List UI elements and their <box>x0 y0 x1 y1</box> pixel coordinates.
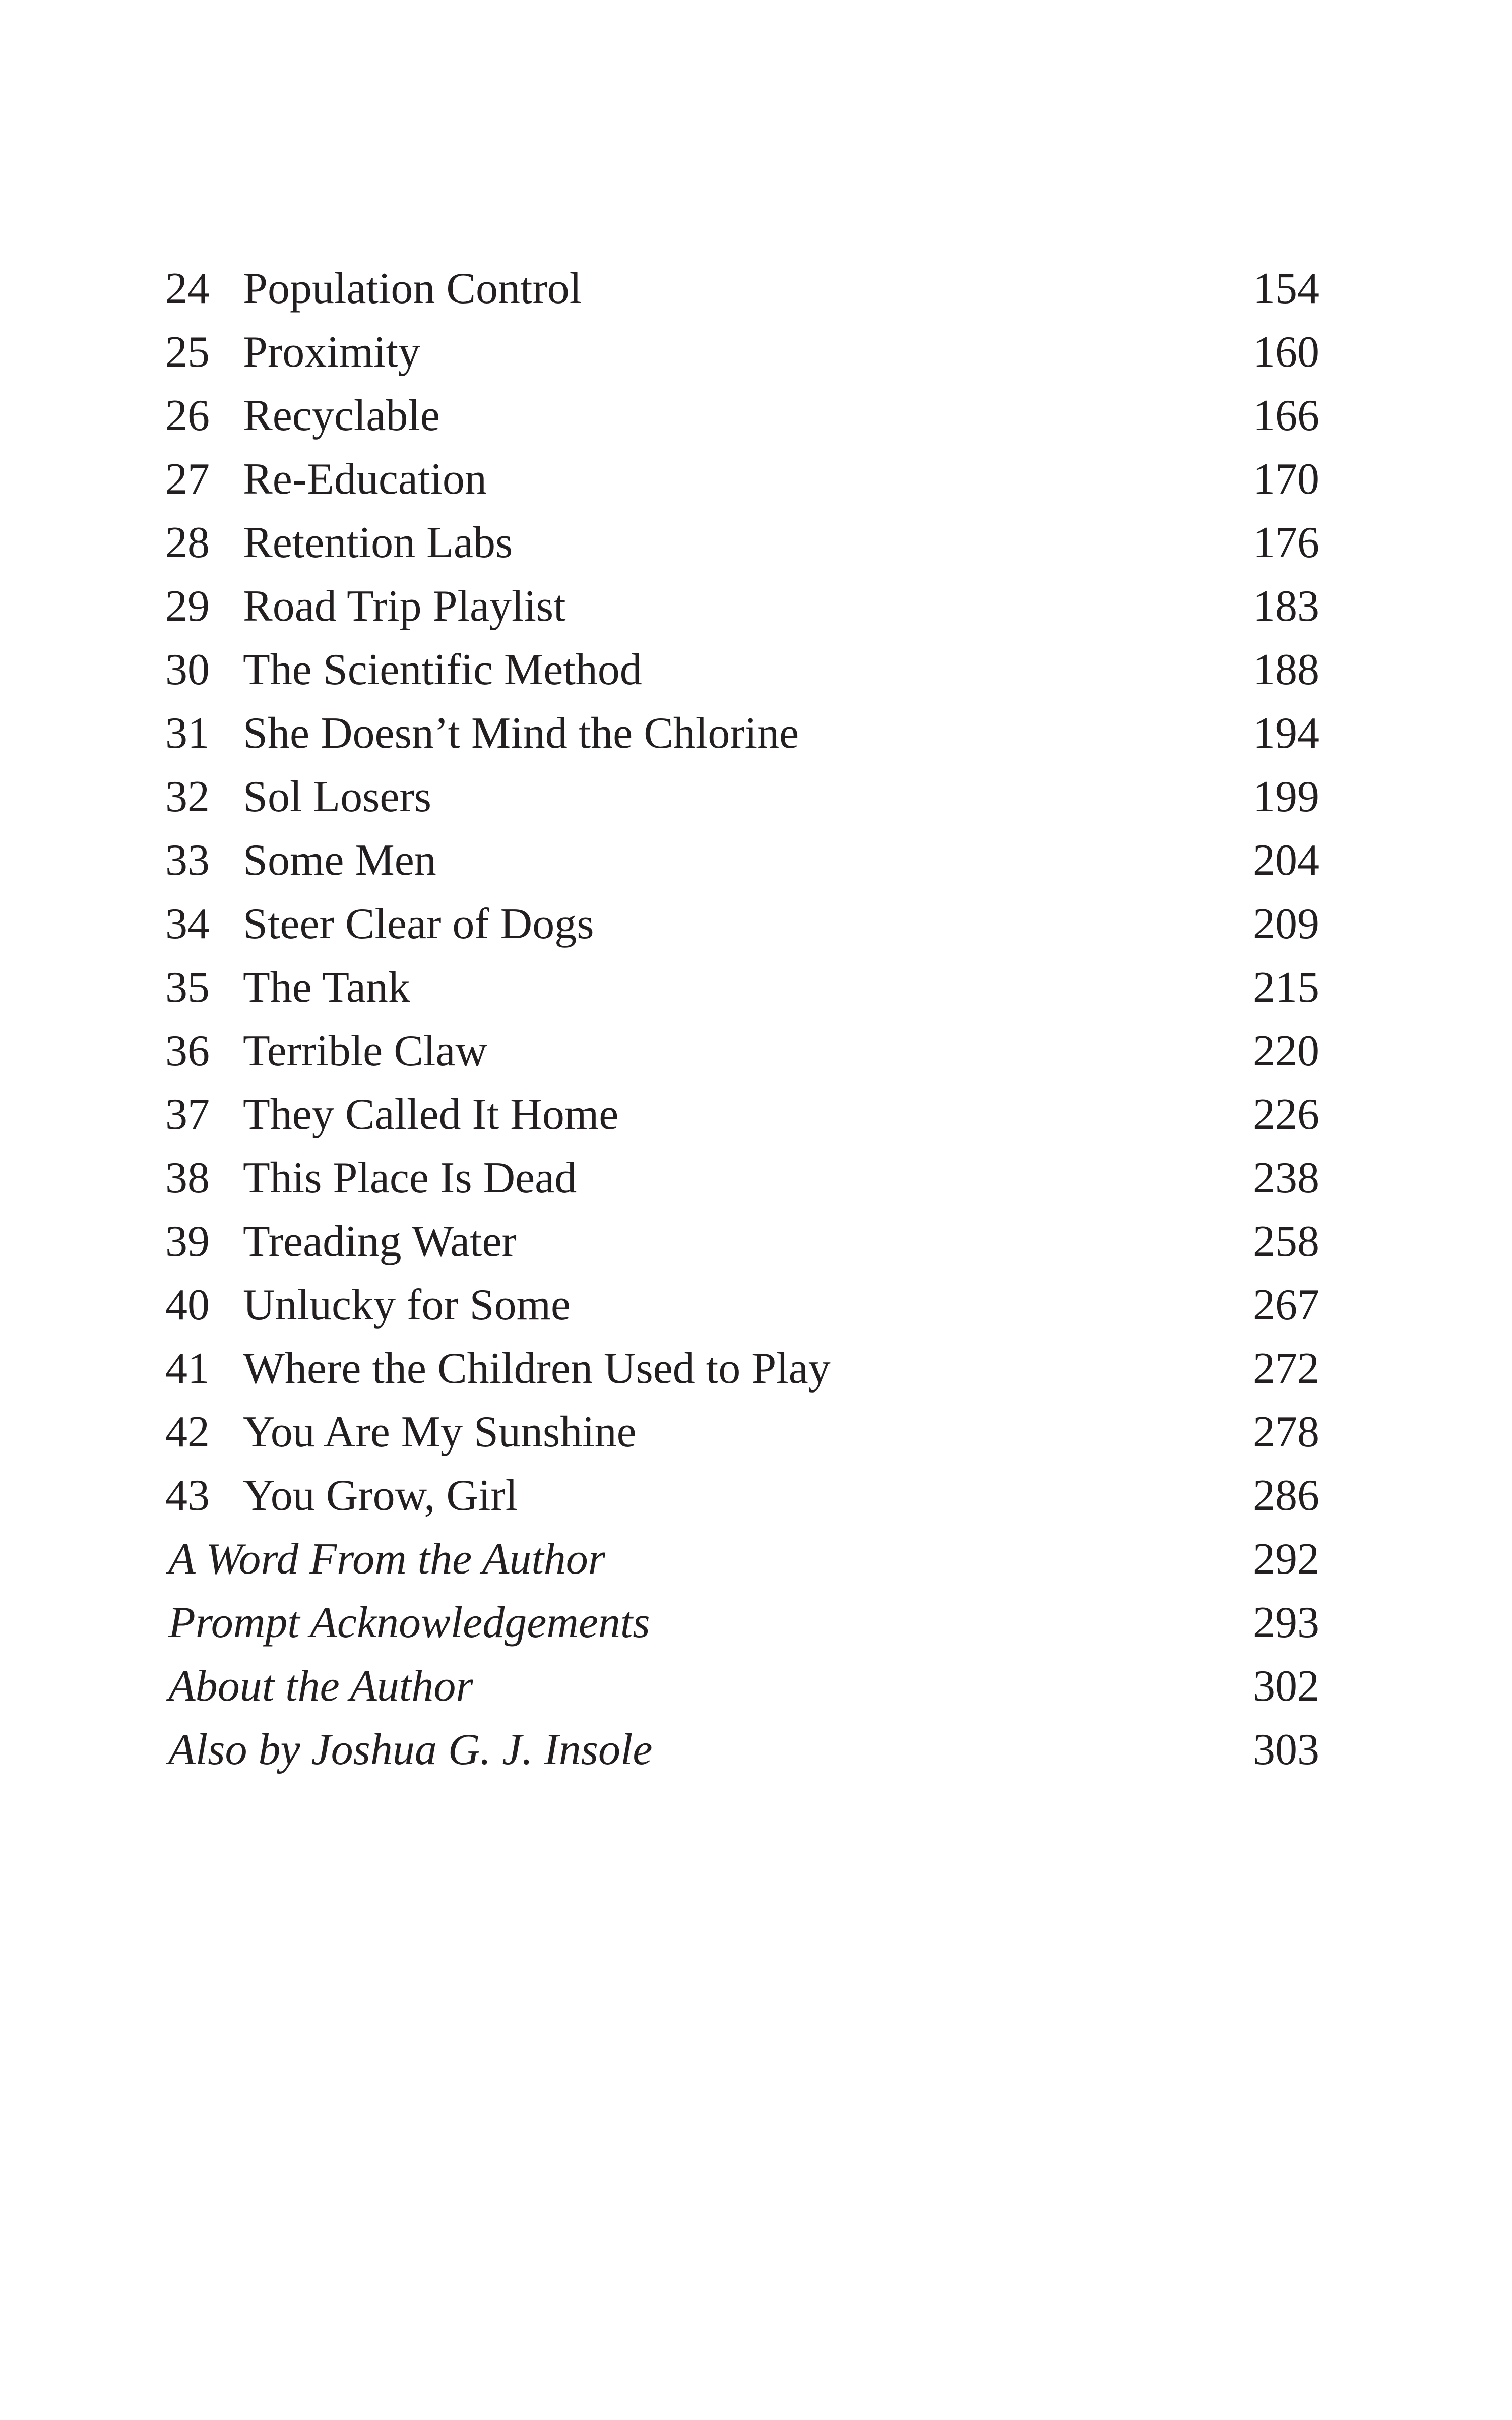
toc-chapter-row <box>165 829 1319 892</box>
toc-chapter-row <box>165 1274 1319 1337</box>
page-number: 293 <box>1253 1598 1319 1647</box>
page-number: 209 <box>1253 899 1319 948</box>
toc-chapter-row <box>165 956 1319 1019</box>
page-number: 204 <box>1253 836 1319 885</box>
extra-title: A Word From the Author <box>168 1535 606 1584</box>
page-number: 154 <box>1253 264 1319 313</box>
chapter-number: 30 <box>165 645 210 694</box>
toc-chapter-row <box>165 511 1319 575</box>
chapter-number: 37 <box>165 1090 210 1139</box>
page-number: 220 <box>1253 1026 1319 1075</box>
chapter-number: 42 <box>165 1408 210 1457</box>
toc-chapter-row <box>165 257 1319 321</box>
toc-chapter-row <box>165 448 1319 511</box>
toc-chapter-row <box>165 1401 1319 1464</box>
chapter-title: Road Trip Playlist <box>243 582 566 631</box>
page-number: 267 <box>1253 1281 1319 1329</box>
chapter-number: 40 <box>165 1281 210 1329</box>
chapter-title: The Scientific Method <box>243 645 642 694</box>
chapter-title: You Grow, Girl <box>243 1471 518 1520</box>
chapter-number: 26 <box>165 391 210 440</box>
chapter-number: 35 <box>165 963 210 1012</box>
table-of-contents <box>165 257 1319 1782</box>
page-number: 176 <box>1253 518 1319 567</box>
chapter-number: 41 <box>165 1344 210 1393</box>
chapter-title: The Tank <box>243 963 410 1012</box>
extra-title: Prompt Acknowledgements <box>168 1598 650 1647</box>
page-number: 303 <box>1253 1725 1319 1774</box>
page-number: 258 <box>1253 1217 1319 1266</box>
chapter-number: 25 <box>165 328 210 377</box>
extra-title: About the Author <box>168 1662 473 1711</box>
chapter-title: Treading Water <box>243 1217 517 1266</box>
toc-chapter-row <box>165 1210 1319 1274</box>
page-number: 226 <box>1253 1090 1319 1139</box>
toc-extra-row <box>165 1718 1319 1782</box>
page-number: 286 <box>1253 1471 1319 1520</box>
chapter-number: 27 <box>165 455 210 504</box>
page-number: 292 <box>1253 1535 1319 1584</box>
chapter-number: 38 <box>165 1154 210 1202</box>
chapter-title: Terrible Claw <box>243 1026 487 1075</box>
page-number: 170 <box>1253 455 1319 504</box>
toc-extra-row <box>165 1528 1319 1591</box>
chapter-title: Some Men <box>243 836 436 885</box>
toc-chapter-row <box>165 1019 1319 1083</box>
chapter-title: Unlucky for Some <box>243 1281 571 1329</box>
chapter-title: They Called It Home <box>243 1090 619 1139</box>
chapter-title: Sol Losers <box>243 772 431 821</box>
chapter-title: Retention Labs <box>243 518 513 567</box>
chapter-number: 29 <box>165 582 210 631</box>
toc-chapter-row <box>165 1083 1319 1146</box>
chapter-title: Steer Clear of Dogs <box>243 899 594 948</box>
toc-chapter-row <box>165 1464 1319 1528</box>
toc-chapter-row <box>165 638 1319 702</box>
page-number: 272 <box>1253 1344 1319 1393</box>
chapter-number: 43 <box>165 1471 210 1520</box>
toc-chapter-row <box>165 575 1319 638</box>
page-number: 215 <box>1253 963 1319 1012</box>
toc-extra-row <box>165 1591 1319 1655</box>
chapter-title: She Doesn’t Mind the Chlorine <box>243 709 799 758</box>
toc-chapter-row <box>165 765 1319 829</box>
toc-chapter-row <box>165 702 1319 765</box>
chapter-title: Proximity <box>243 328 421 377</box>
toc-extra-row <box>165 1655 1319 1718</box>
chapter-number: 28 <box>165 518 210 567</box>
chapter-number: 24 <box>165 264 210 313</box>
chapter-number: 31 <box>165 709 210 758</box>
toc-chapter-row <box>165 892 1319 956</box>
toc-chapter-row <box>165 384 1319 448</box>
page-number: 166 <box>1253 391 1319 440</box>
page-number: 278 <box>1253 1408 1319 1457</box>
chapter-number: 34 <box>165 899 210 948</box>
page-number: 194 <box>1253 709 1319 758</box>
chapter-title: This Place Is Dead <box>243 1154 577 1202</box>
page-number: 302 <box>1253 1662 1319 1711</box>
page-number: 183 <box>1253 582 1319 631</box>
page-number: 199 <box>1253 772 1319 821</box>
chapter-number: 39 <box>165 1217 210 1266</box>
chapter-number: 33 <box>165 836 210 885</box>
page-number: 188 <box>1253 645 1319 694</box>
chapter-title: You Are My Sunshine <box>243 1408 637 1457</box>
chapter-title: Recyclable <box>243 391 440 440</box>
page-number: 160 <box>1253 328 1319 377</box>
page-number: 238 <box>1253 1154 1319 1202</box>
chapter-title: Population Control <box>243 264 582 313</box>
chapter-title: Where the Children Used to Play <box>243 1344 831 1393</box>
toc-chapter-row <box>165 1146 1319 1210</box>
toc-chapter-row <box>165 1337 1319 1401</box>
chapter-title: Re-Education <box>243 455 487 504</box>
chapter-number: 32 <box>165 772 210 821</box>
toc-chapter-row <box>165 321 1319 384</box>
chapter-number: 36 <box>165 1026 210 1075</box>
extra-title: Also by Joshua G. J. Insole <box>168 1725 653 1774</box>
